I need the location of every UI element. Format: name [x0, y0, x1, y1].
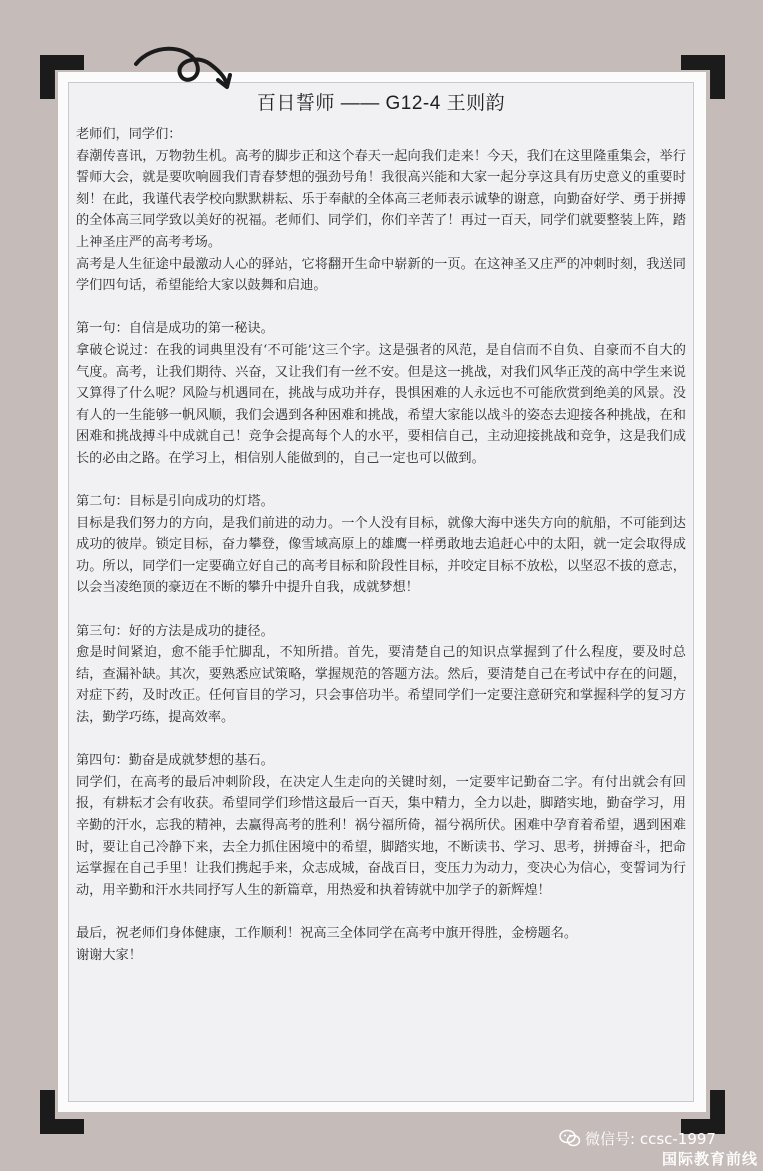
section-body: 同学们，在高考的最后冲刺阶段，在决定人生走向的关键时刻，一定要牢记勤奋二字。有付出就会有回报，有耕耘才会有收获。希望同学们珍惜这最后一百天，集中精力，全力以赴，脚踏实地，勤奋学习，用辛勤的汗水，忘我的精神，去赢得高考的胜利！祸兮福所倚，福兮祸所伏。困难中孕育着希望，遇到困难时，要让自己冷静下来，去全力抓住困境中的希望，脚踏实地，不断读书、学习、思考，拼搏奋斗，把命运掌握在自己手里！让我们携起手来，众志成城，奋战百日，变压力为动力，变决心为信心，变誓词为行动，用辛勤和汗水共同抒写人生的新篇章，用热爱和执着铸就中加学子的新辉煌！: [76, 774, 686, 898]
swirl-arrow-icon: [134, 42, 234, 94]
wechat-watermark: [559, 1127, 759, 1149]
closing-line: 谢谢大家！: [76, 947, 142, 963]
intro-paragraph: 高考是人生征途中最激动人心的驿站，它将翻开生命中崭新的一页。在这神圣又庄严的冲刺时刻，我送同学们四句话，希望能给大家以鼓舞和启迪。: [76, 256, 686, 294]
section-body: 拿破仑说过：在我的词典里没有‘不可能’这三个字。这是强者的风范，是自信而不自负、自豪而不自大的气度。高考，让我们期待、兴奋，又让我们有一丝不安。但是这一挑战，对我们风华正茂的高中学生来说又算得了什么呢？风险与机遇同在，挑战与成功并存，畏惧困难的人永远也不可能欣赏到绝美的风景。没有人的一生能够一帆风顺，我们会遇到各种困难和挑战，希望大家能以战斗的姿态去迎接各种挑战，在和困难和挑战搏斗中成就自己！竞争会提高每个人的水平，要相信自己，主动迎接挑战和竞争，这是我们成长的必由之路。在学习上，相信别人能做到的，自己一定也可以做到。: [76, 342, 686, 466]
wechat-icon: [559, 1129, 581, 1147]
page-title: 百日誓师 —— G12-4 王则韵: [256, 93, 506, 114]
section-body: 目标是我们努力的方向，是我们前进的动力。一个人没有目标，就像大海中迷失方向的航船，不可能到达成功的彼岸。锁定目标，奋力攀登，像雪域高原上的雄鹰一样勇敢地去追赶心中的太阳，就一定会取得成功。所以，同学们一定要确立好自己的高考目标和阶段性目标，并咬定目标不放松，以坚忍不拔的意志，以会当凌绝顶的豪迈在不断的攀升中提升自我，成就梦想！: [76, 515, 686, 596]
intro-paragraph: 春潮传喜讯，万物勃生机。高考的脚步正和这个春天一起向我们走来！今天，我们在这里隆重集会，举行誓师大会，就是要吹响圆我们青春梦想的强劲号角！我很高兴能和大家一起分享这具有历史意义的重要时刻！在此，我谨代表学校向默默耕耘、乐于奉献的全体高三老师表示诚挚的谢意，向勤奋好学、勇于拼搏的全体高三同学致以美好的祝福。老师们、同学们，你们辛苦了！再过一百天，同学们就要整装上阵，踏上神圣庄严的高考考场。: [76, 148, 686, 250]
section-heading: 第一句：自信是成功的第一秘诀。: [76, 321, 274, 337]
speech-content: [76, 124, 686, 966]
closing-line: 最后，祝老师们身体健康，工作顺利！祝高三全体同学在高考中旗开得胜，金榜题名。: [76, 925, 578, 941]
greeting: 老师们，同学们：: [76, 127, 182, 142]
brand-watermark: 国际教育前线: [661, 1150, 758, 1168]
section-heading: 第四句：勤奋是成就梦想的基石。: [76, 753, 274, 769]
section-heading: 第二句：目标是引向成功的灯塔。: [76, 494, 274, 510]
section-heading: 第三句：好的方法是成功的捷径。: [76, 623, 274, 639]
section-body: 愈是时间紧迫，愈不能手忙脚乱，不知所措。首先，要清楚自己的知识点掌握到了什么程度，要及时总结，查漏补缺。其次，要熟悉应试策略，掌握规范的答题方法。然后，要清楚自己在考试中存在的问题，对症下药，及时改正。任何盲目的学习，只会事倍功半。希望同学们一定要注意研究和掌握科学的复习方法，勤学巧练，提高效率。: [76, 645, 686, 726]
wechat-id: 微信号: ccsc-1997: [585, 1129, 716, 1148]
